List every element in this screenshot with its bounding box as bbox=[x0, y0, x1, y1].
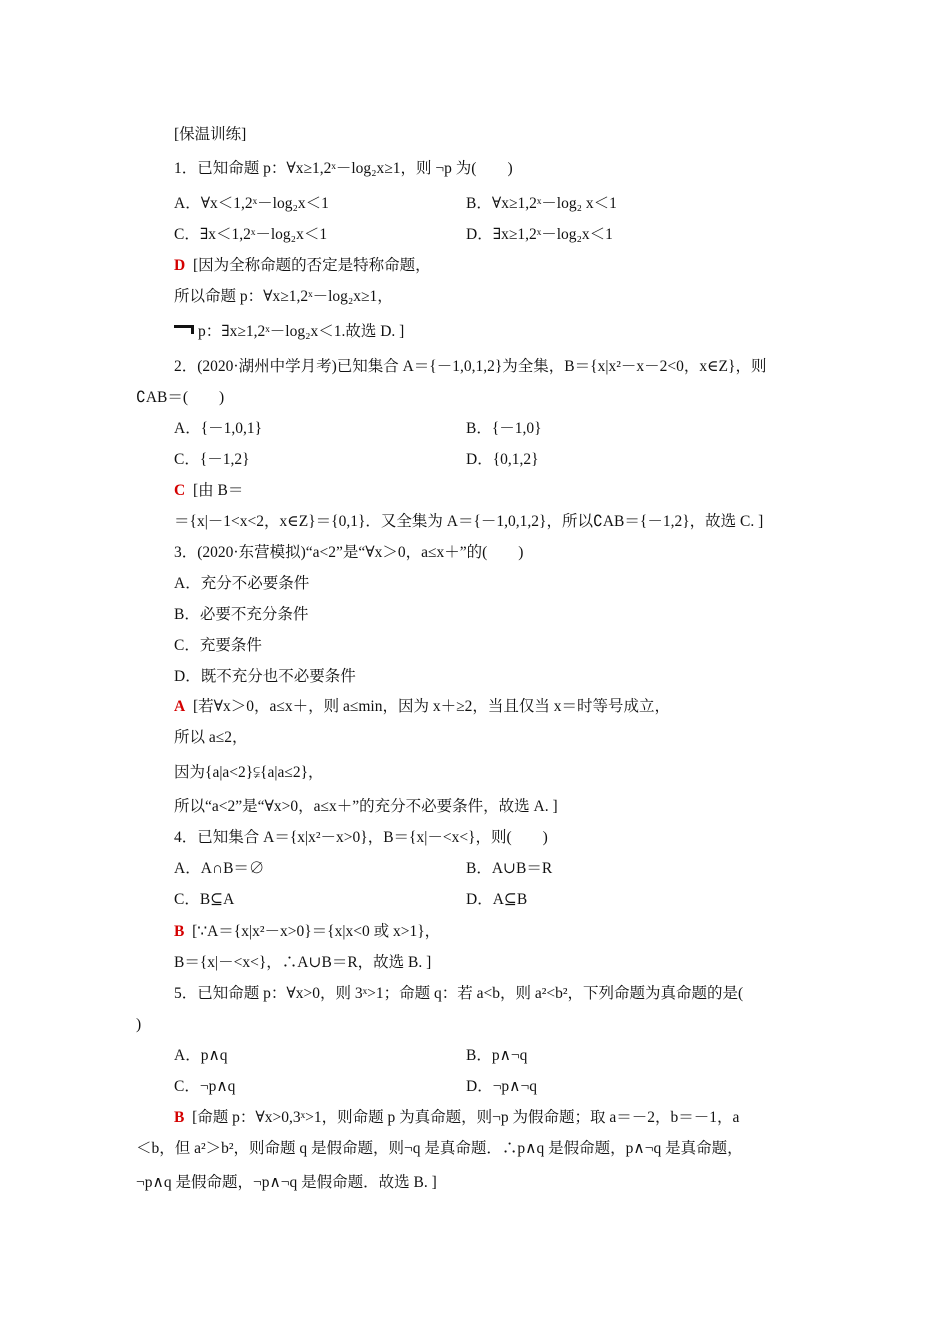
q5-stem-2: ) bbox=[136, 1016, 142, 1033]
q5-option-d: D．¬p∧¬q bbox=[466, 1078, 538, 1095]
q4-option-c: C．B⊆A bbox=[174, 891, 235, 908]
q5-option-a: A．p∧q bbox=[174, 1047, 228, 1064]
q3-stem: 3．(2020·东营模拟)“a<2”是“∀x＞0，a≤x＋”的( ) bbox=[174, 544, 524, 561]
q3-explanation-2: 所以 a≤2， bbox=[174, 729, 248, 746]
q1-explanation-2: 所以命题 p：∀x≥1,2ˣ－log₂x≥1， bbox=[174, 288, 393, 305]
q3-exp1-text: [若∀x＞0，a≤x＋，则 a≤min，因为 x＋≥2，当且仅当 x＝时等号成立， bbox=[192, 698, 670, 715]
q2-explanation-1 bbox=[174, 481, 243, 501]
q1-stem: 1．已知命题 p：∀x≥1,2ˣ－log₂x≥1，则 ¬p 为( ) bbox=[174, 160, 513, 177]
q3-explanation-3: 因为{a|a<2}⫋{a|a≤2}， bbox=[174, 764, 324, 781]
q2-explanation-2: ＝{x|－1<x<2，x∈Z}＝{0,1}．又全集为 A＝{－1,0,1,2}，所以∁AB＝{－1,2}，故选 C. ] bbox=[174, 513, 764, 530]
q5-stem-1: 5．已知命题 p：∀x>0，则 3ˣ>1；命题 q：若 a<b，则 a²<b²，下列命题为真命题的是( bbox=[174, 985, 744, 1002]
q4-answer: B bbox=[174, 923, 185, 940]
q2-option-b: B．{－1,0} bbox=[466, 420, 542, 437]
q5-option-c: C．¬p∧q bbox=[174, 1078, 236, 1095]
q1-explanation-3 bbox=[174, 322, 404, 342]
q5-explanation-1 bbox=[174, 1108, 739, 1128]
q2-option-d: D．{0,1,2} bbox=[466, 451, 539, 468]
q1-option-a: A．∀x＜1,2ˣ－log₂x＜1 bbox=[174, 195, 329, 212]
q3-explanation-4: 所以“a<2”是“∀x>0，a≤x＋”的充分不必要条件，故选 A. ] bbox=[174, 798, 558, 815]
q1-option-c: C．∃x＜1,2ˣ－log₂x＜1 bbox=[174, 226, 328, 243]
q5-exp1-text: [命题 p：∀x>0,3ˣ>1，则命题 p 为真命题，则¬p 为假命题；取 a＝－2，b＝－1，a bbox=[192, 1109, 740, 1126]
negation-icon bbox=[174, 325, 194, 334]
q3-option-b: B．必要不充分条件 bbox=[174, 606, 309, 623]
q5-explanation-2: ＜b，但 a²＞b²，则命题 q 是假命题，则¬q 是真命题．∴p∧q 是假命题，p∧¬q 是真命题， bbox=[136, 1140, 743, 1157]
q1-explanation-1 bbox=[174, 256, 431, 276]
q5-option-b: B．p∧¬q bbox=[466, 1047, 528, 1064]
q4-stem: 4．已知集合 A＝{x|x²－x>0}，B＝{x|－<x<}，则( ) bbox=[174, 829, 548, 846]
q4-option-b: B．A∪B＝R bbox=[466, 860, 553, 877]
q4-explanation-2: B＝{x|－<x<}，∴A∪B＝R，故选 B. ] bbox=[174, 954, 432, 971]
q4-option-a: A．A∩B＝∅ bbox=[174, 860, 265, 877]
q3-answer: A bbox=[174, 698, 186, 715]
q3-option-c: C．充要条件 bbox=[174, 637, 262, 654]
q1-option-d: D．∃x≥1,2ˣ－log₂x＜1 bbox=[466, 226, 613, 243]
q4-explanation-1 bbox=[174, 922, 440, 942]
q1-answer: D bbox=[174, 257, 186, 274]
q2-answer: C bbox=[174, 482, 186, 499]
q3-option-d: D．既不充分也不必要条件 bbox=[174, 668, 356, 685]
q5-answer: B bbox=[174, 1109, 185, 1126]
q5-explanation-3: ¬p∧q 是假命题，¬p∧¬q 是假命题．故选 B. ] bbox=[136, 1174, 437, 1191]
q2-stem-1: 2．(2020·湖州中学月考)已知集合 A＝{－1,0,1,2}为全集，B＝{x|x²－x－2<0，x∈Z}，则 bbox=[174, 358, 767, 375]
q4-exp1-text: [∵A＝{x|x²－x>0}＝{x|x<0 或 x>1}， bbox=[192, 923, 441, 940]
q3-option-a: A．充分不必要条件 bbox=[174, 575, 310, 592]
q1-exp1-text: [因为全称命题的否定是特称命题， bbox=[192, 257, 431, 274]
q3-explanation-1 bbox=[174, 697, 670, 717]
q2-option-a: A．{－1,0,1} bbox=[174, 420, 263, 437]
q1-exp3-text: p：∃x≥1,2ˣ－log₂x＜1.故选 D. ] bbox=[198, 323, 405, 340]
q2-option-c: C．{－1,2} bbox=[174, 451, 250, 468]
q4-option-d: D．A⊆B bbox=[466, 891, 528, 908]
section-title: [保温训练] bbox=[174, 126, 247, 143]
q1-option-b: B．∀x≥1,2ˣ－log₂ x＜1 bbox=[466, 195, 617, 212]
q2-stem-2: ∁AB＝( ) bbox=[136, 389, 225, 406]
q2-exp1-text: [由 B＝ bbox=[192, 482, 244, 499]
